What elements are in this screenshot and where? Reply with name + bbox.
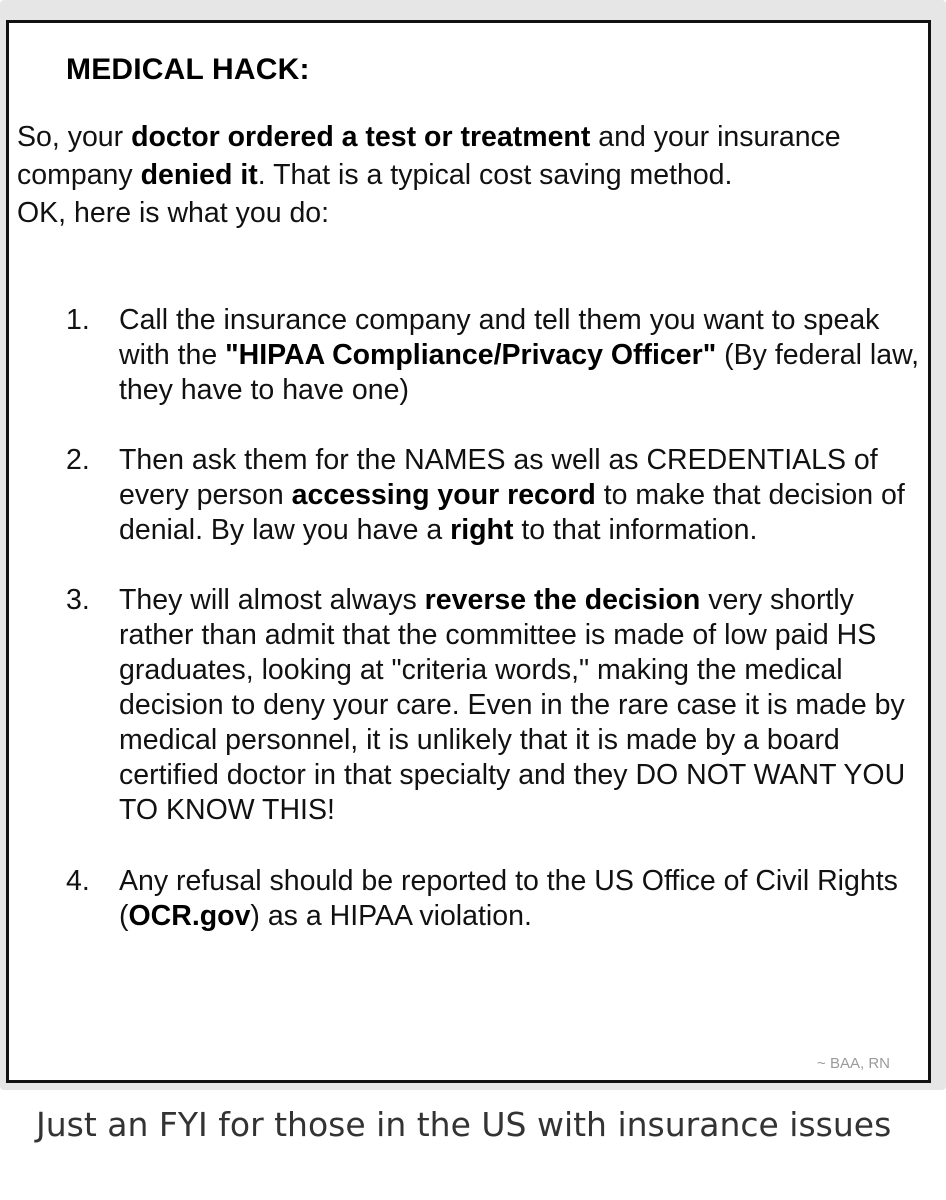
step-text: Call the insurance company and tell them you want to speak with the: [119, 304, 880, 371]
intro-paragraph: [17, 118, 922, 194]
step-text: Then ask them for the NAMES as well as CREDENTIALS of every person: [119, 444, 878, 511]
post-caption: Just an FYI for those in the US with insurance issues: [36, 1105, 892, 1144]
step-bold-text: OCR.gov: [128, 900, 251, 932]
step-text: (By federal law, they have to have one): [119, 339, 920, 406]
intro-text: [17, 118, 922, 232]
step-bold-text: right: [450, 514, 514, 546]
medical-hack-card: [6, 20, 931, 1083]
step-text: They will almost always: [119, 584, 425, 616]
step-bold-text: accessing your record: [291, 479, 596, 511]
card-heading: MEDICAL HACK:: [66, 53, 310, 86]
step-item: [9, 583, 934, 828]
intro-text-span: . That is a typical cost saving method.: [257, 159, 733, 191]
signature: ~ BAA, RN: [817, 1055, 890, 1072]
step-number: 2.: [66, 444, 90, 476]
intro-bold-span: denied it: [140, 159, 258, 191]
step-bold-text: "HIPAA Compliance/Privacy Officer": [225, 339, 717, 371]
step-number: 4.: [66, 865, 90, 897]
intro-text-span: So, your: [17, 121, 132, 153]
steps-list: [9, 303, 934, 934]
step-number: 1.: [66, 304, 90, 336]
step-text: to make that decision of denial. By law you have a: [119, 479, 905, 546]
step-number: 3.: [66, 584, 90, 616]
step-text: very shortly rather than admit that the committee is made of low paid HS graduates, looking at "criteria words," making the medical decision to deny your care. Even in the rare case it is made by medical personnel, it is unlikely that it is made by a board certified doctor in that specialty and they DO NOT WANT YOU TO KNOW THIS!: [119, 584, 906, 826]
step-text: ) as a HIPAA violation.: [250, 900, 532, 932]
intro-instruction: OK, here is what you do:: [17, 197, 330, 229]
step-text: Any refusal should be reported to the US Office of Civil Rights (: [119, 865, 898, 932]
step-item: [9, 864, 934, 934]
intro-bold-span: doctor ordered a test or treatment: [131, 121, 591, 153]
intro-text-span: and your insurance company: [17, 121, 841, 191]
step-item: [9, 443, 934, 548]
step-bold-text: reverse the decision: [424, 584, 701, 616]
step-item: [9, 303, 934, 408]
step-text: to that information.: [513, 514, 758, 546]
